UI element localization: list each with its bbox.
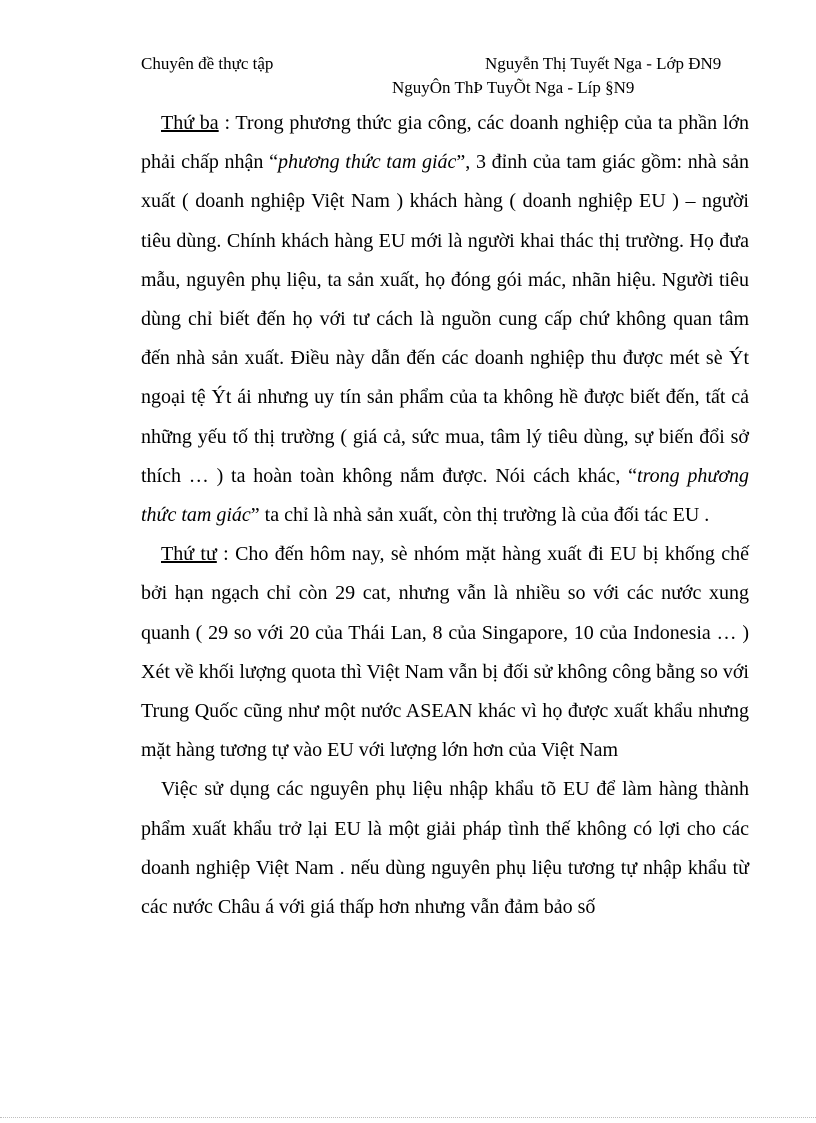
paragraph-text: ” ta chỉ là nhà sản xuất, còn thị trường là của đối tác EU .	[250, 504, 710, 527]
header-left: Chuyên đề thực tập	[141, 54, 274, 73]
page-bottom-divider	[0, 1117, 816, 1118]
paragraph-text: : Cho đến hôm nay, sè nhóm mặt hàng xuất đi EU bị khống chế bởi hạn ngạch chỉ còn 29 cat, nhưng vẫn là nhiều so với các nước xung quanh ( 29 so với 20 của Thái Lan, 8 của Singapore, 10 của Indonesia … ) Xét về khối lượng quota thì Việt Nam vẫn bị đối sử không công bằng so với Trung Quốc cũng như một nước ASEAN khác vì họ được xuất khẩu nhưng mặt hàng tương tự vào EU với lượng lớn hơn của Việt Nam	[141, 543, 750, 762]
paragraph-thu-ba	[141, 104, 749, 535]
paragraph-lead: Thứ tư	[161, 543, 217, 566]
italic-phrase: phương thức tam giác	[278, 151, 457, 174]
header-right: Nguyễn Thị Tuyết Nga - Lớp ĐN9	[485, 54, 722, 73]
header-right-garbled: NguyÔn ThÞ TuyÕt Nga - Líp §N9	[392, 78, 635, 97]
paragraph-text: : Trong phương thức gia công, các doanh nghiệp của ta phần lớn phải chấp nhận “	[141, 112, 749, 174]
italic-phrase: trong phương thức tam giác	[141, 464, 749, 527]
paragraph-lead: Thứ ba	[161, 112, 219, 134]
document-body	[141, 104, 749, 927]
paragraph-text: ”, 3 đỉnh của tam giác gồm: nhà sản xuất ( doanh nghiệp Việt Nam ) khách hàng ( doanh nghiệp EU ) – người tiêu dùng. Chính khách hàng EU mới là người khai thác thị trường. Họ đưa mẫu, nguyên phụ liệu, ta sản xuất, họ đóng gói mác, nhãn hiệu. Người tiêu dùng chỉ biết đến họ với tư cách là nguồn cung cấp chứ không quan tâm đến nhà sản xuất. Điều này dẫn đến các doanh nghiệp thu được mét sè Ýt ngoại tệ Ýt ái nhưng uy tín sản phẩm của ta không hề được biết đến, tất cả những yếu tố thị trường ( giá cả, sức mua, tâm lý tiêu dùng, sự biến đổi sở thích … ) ta hoàn toàn không nắm được. Nói cách khác, “	[141, 151, 750, 487]
paragraph-thu-tu	[141, 535, 749, 770]
paragraph-viec-su-dung: Việc sử dụng các nguyên phụ liệu nhập khẩu tõ EU để làm hàng thành phẩm xuất khẩu trở lại EU là một giải pháp tình thế không có lợi cho các doanh nghiệp Việt Nam . nếu dùng nguyên phụ liệu tương tự nhập khẩu từ các nước Châu á với giá thấp hơn nhưng vẫn đảm bảo số	[141, 778, 749, 919]
